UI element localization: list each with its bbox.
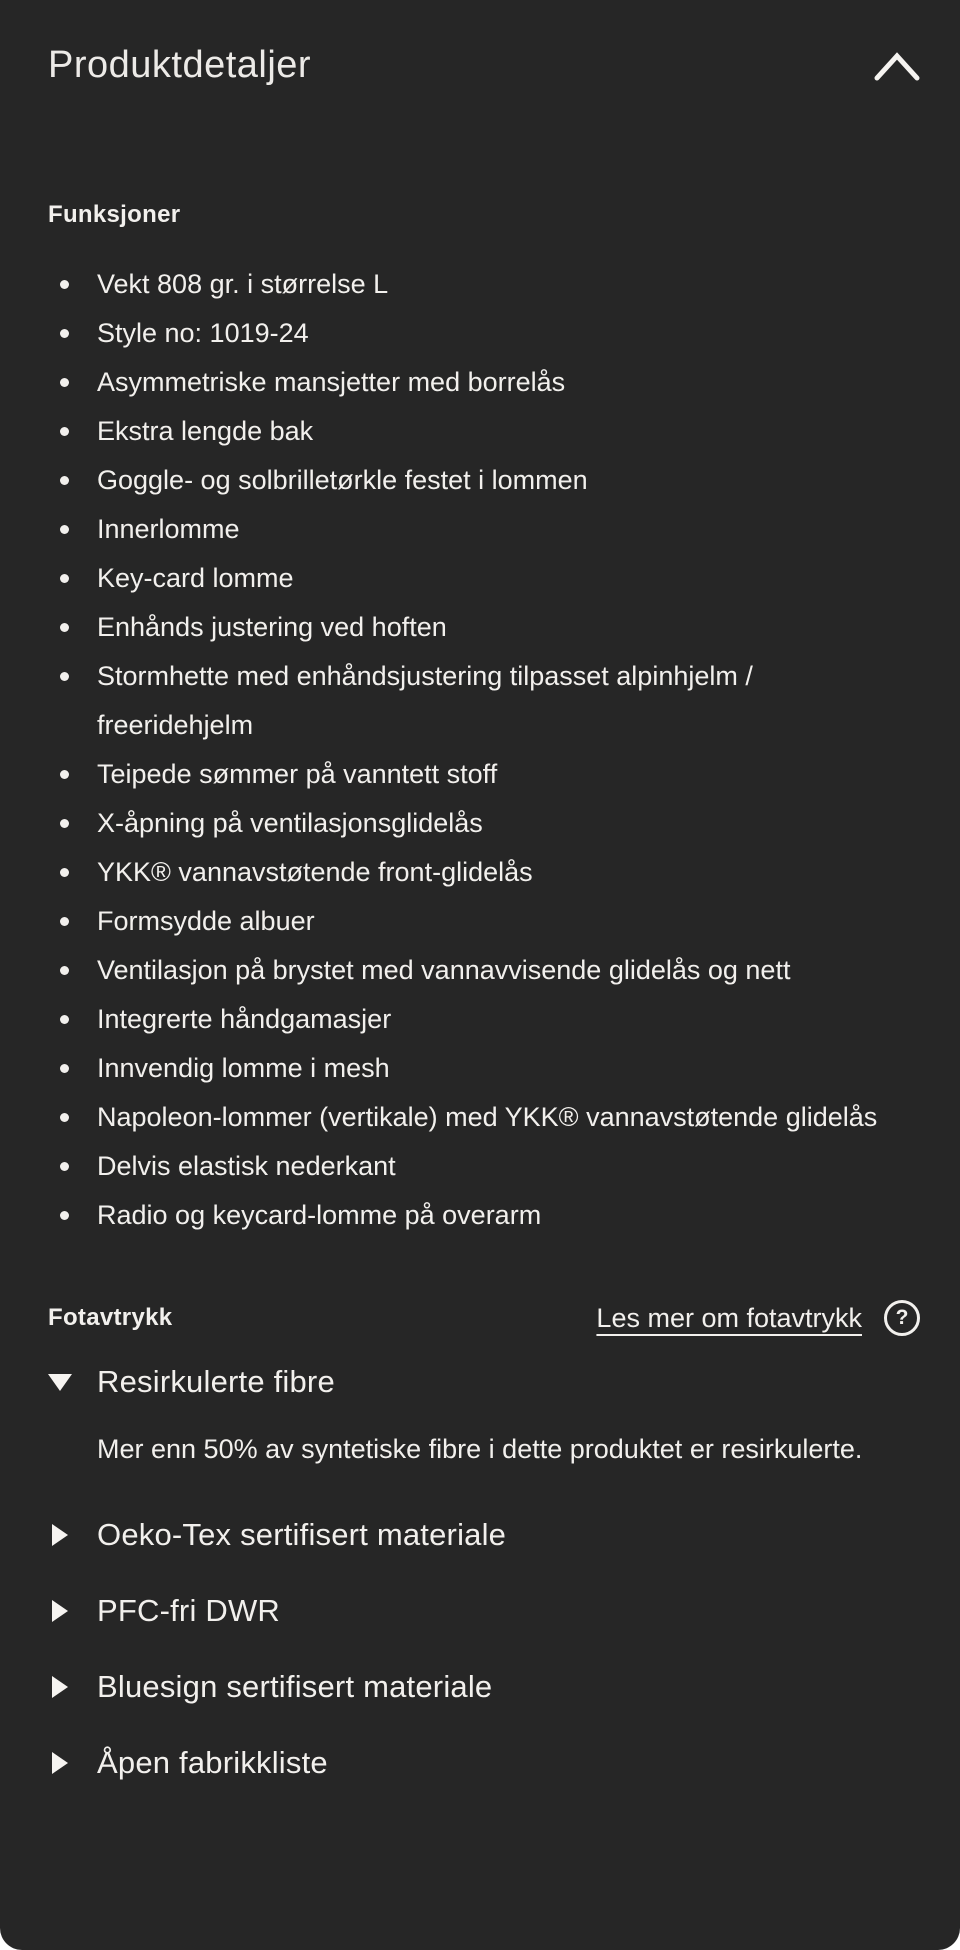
footprint-header: [48, 1300, 920, 1336]
triangle-right-icon: [52, 1676, 68, 1698]
accordion-item-header[interactable]: [48, 1745, 920, 1781]
accordion-item-label: Oeko-Tex sertifisert materiale: [97, 1517, 507, 1552]
footprint-heading: Fotavtrykk: [48, 1304, 173, 1331]
feature-item: Goggle- og solbrilletørkle festet i lommen: [48, 456, 878, 505]
feature-item: Asymmetriske mansjetter med borrelås: [48, 358, 878, 407]
features-heading: Funksjoner: [48, 201, 181, 228]
feature-item: Style no: 1019-24: [48, 309, 878, 358]
feature-item: Napoleon-lommer (vertikale) med YKK® vannavstøtende glidelås: [48, 1093, 878, 1142]
accordion-item-label: Resirkulerte fibre: [97, 1364, 335, 1399]
footprint-accordion-list: [48, 1364, 920, 1781]
collapse-section-button[interactable]: [874, 44, 920, 82]
accordion-item-header[interactable]: [48, 1593, 920, 1629]
accordion-item-label: Bluesign sertifisert materiale: [97, 1669, 493, 1704]
triangle-down-icon: [48, 1374, 72, 1391]
feature-item: YKK® vannavstøtende front-glidelås: [48, 848, 878, 897]
feature-item: Stormhette med enhåndsjustering tilpasset alpinhjelm / freeridehjelm: [48, 652, 878, 750]
accordion-item-header[interactable]: [48, 1669, 920, 1705]
feature-item: Innerlomme: [48, 505, 878, 554]
features-list: [48, 260, 920, 1240]
accordion-item-header[interactable]: [48, 1517, 920, 1553]
accordion-item-description: Mer enn 50% av syntetiske fibre i dette produktet er resirkulerte.: [97, 1434, 863, 1464]
feature-item: Vekt 808 gr. i størrelse L: [48, 260, 878, 309]
triangle-right-icon: [52, 1752, 68, 1774]
feature-item: Integrerte håndgamasjer: [48, 995, 878, 1044]
feature-item: Innvendig lomme i mesh: [48, 1044, 878, 1093]
chevron-up-icon: [874, 50, 920, 82]
accordion-item-label: Åpen fabrikkliste: [97, 1745, 328, 1780]
feature-item: Delvis elastisk nederkant: [48, 1142, 878, 1191]
feature-item: Ventilasjon på brystet med vannavvisende glidelås og nett: [48, 946, 878, 995]
footprint-read-more-link[interactable]: Les mer om fotavtrykk: [596, 1302, 862, 1333]
question-mark-circle-icon[interactable]: ?: [884, 1300, 920, 1336]
accordion-item-header[interactable]: [48, 1364, 920, 1400]
triangle-right-icon: [52, 1524, 68, 1546]
feature-item: Key-card lomme: [48, 554, 878, 603]
feature-item: Enhånds justering ved hoften: [48, 603, 878, 652]
feature-item: Radio og keycard-lomme på overarm: [48, 1191, 878, 1240]
triangle-right-icon: [52, 1600, 68, 1622]
footprint-header-right: [596, 1300, 920, 1336]
feature-item: Ekstra lengde bak: [48, 407, 878, 456]
feature-item: X-åpning på ventilasjonsglidelås: [48, 799, 878, 848]
feature-item: Teipede sømmer på vanntett stoff: [48, 750, 878, 799]
panel-header: [48, 44, 920, 87]
feature-item: Formsydde albuer: [48, 897, 878, 946]
page-title: Produktdetaljer: [48, 44, 312, 86]
accordion-item-label: PFC-fri DWR: [97, 1593, 280, 1628]
